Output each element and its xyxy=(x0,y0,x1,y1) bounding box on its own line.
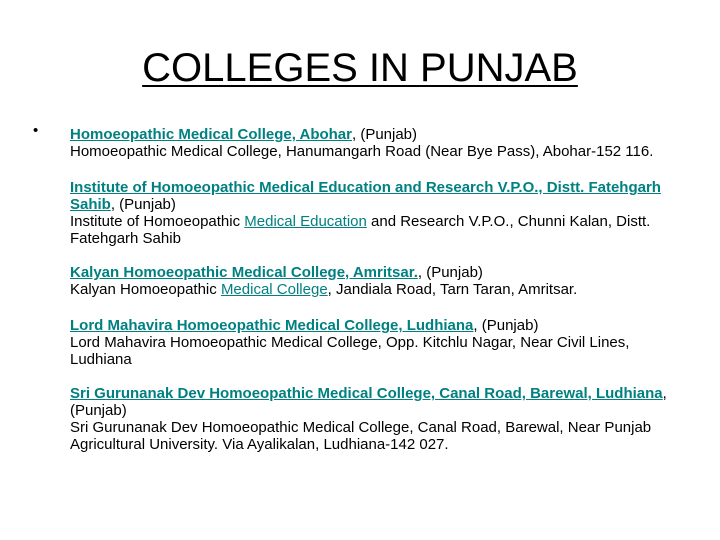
address-text: Institute of Homoeopathic xyxy=(70,213,245,230)
college-link-amritsar[interactable]: Kalyan Homoeopathic Medical College, Amritsar. xyxy=(70,264,418,281)
slide-title: COLLEGES IN PUNJAB xyxy=(142,46,578,90)
address-text: Kalyan Homoeopathic xyxy=(70,281,221,298)
college-entry-amritsar xyxy=(70,264,680,298)
college-address: Lord Mahavira Homoeopathic Medical College, Opp. Kitchlu Nagar, Near Civil Lines, Ludhiana xyxy=(70,334,630,368)
college-address xyxy=(70,213,680,247)
address-text: and Research V.P.O., Chunni Kalan, Distt. Fatehgarh Sahib xyxy=(70,213,651,247)
medical-college-link[interactable]: Medical College xyxy=(220,281,328,298)
college-address: Homoeopathic Medical College, Hanumangarh Road (Near Bye Pass), Abohar-152 116. xyxy=(70,143,654,160)
college-entry-ludhiana-lord-mahavira xyxy=(70,317,680,368)
college-address xyxy=(70,281,680,298)
college-link-fatehgarh[interactable]: Institute of Homoeopathic Medical Education and Research V.P.O., Distt. Fatehgarh Sahib xyxy=(70,179,661,213)
college-state: , (Punjab) xyxy=(417,264,483,281)
college-link-sri-gurunanak[interactable]: Sri Gurunanak Dev Homoeopathic Medical College, Canal Road, Barewal, Ludhiana xyxy=(70,385,663,402)
bullet-marker: • xyxy=(33,122,39,139)
college-state: , (Punjab) xyxy=(110,196,176,213)
college-address: Sri Gurunanak Dev Homoeopathic Medical College, Canal Road, Barewal, Near Punjab Agricultural University. Via Ayalikalan, Ludhiana-142 027. xyxy=(70,419,652,453)
college-list xyxy=(70,126,680,472)
address-text: , Jandiala Road, Tarn Taran, Amritsar. xyxy=(327,281,578,298)
medical-education-link[interactable]: Medical Education xyxy=(244,213,367,230)
college-entry-fatehgarh xyxy=(70,179,680,247)
college-state: , (Punjab) xyxy=(351,126,418,143)
college-state: , (Punjab) xyxy=(70,385,667,419)
college-link-lord-mahavira[interactable]: Lord Mahavira Homoeopathic Medical College, Ludhiana xyxy=(70,317,474,334)
college-entry-sri-gurunanak xyxy=(70,385,680,453)
college-state: , (Punjab) xyxy=(473,317,539,334)
college-link-abohar[interactable]: Homoeopathic Medical College, Abohar xyxy=(70,126,352,143)
college-entry-abohar xyxy=(70,126,680,160)
